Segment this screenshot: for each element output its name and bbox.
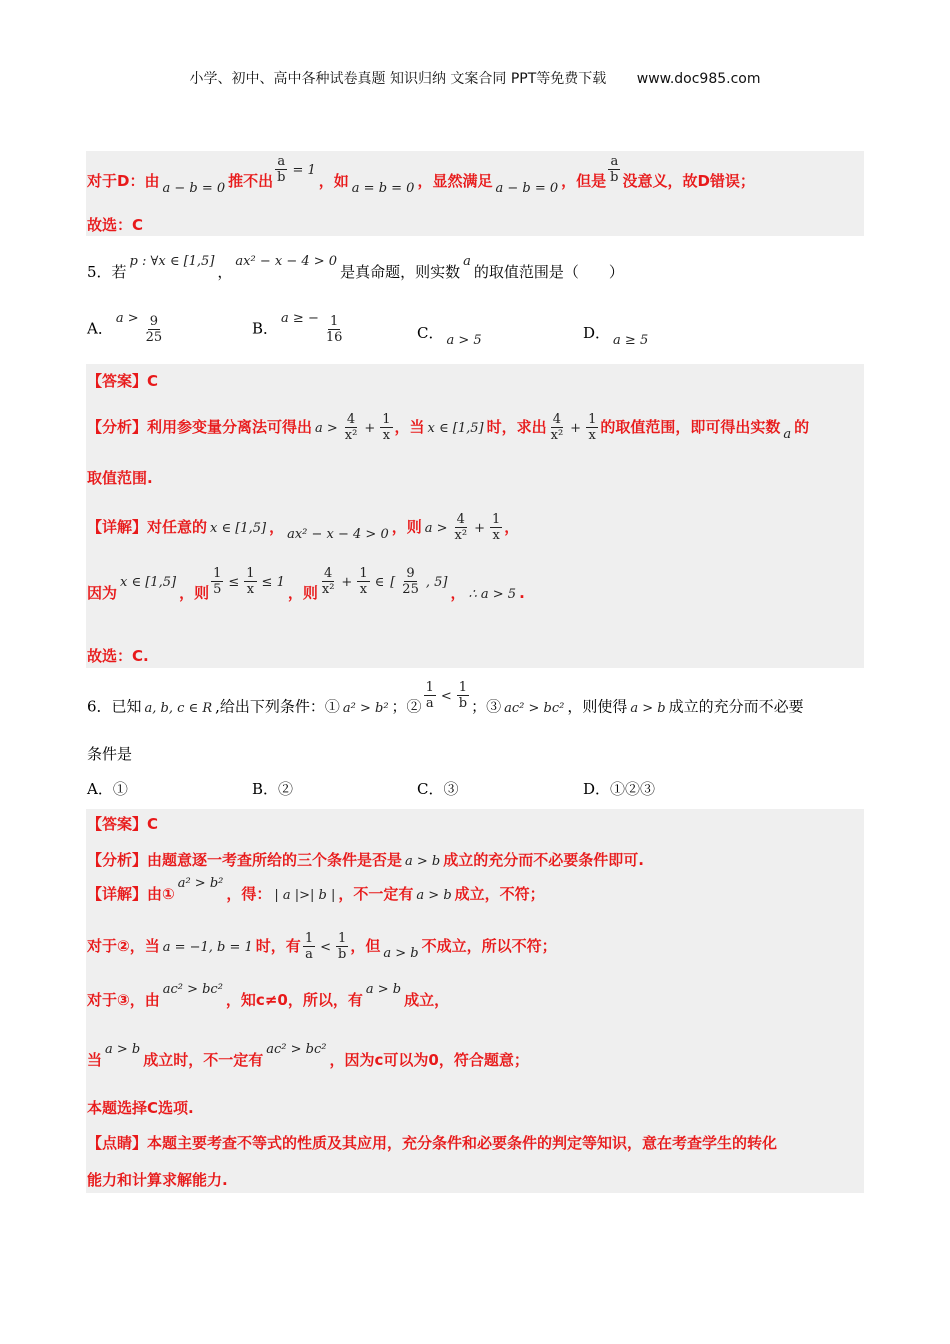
- text-fragment: a ≥ −: [281, 310, 319, 326]
- text-fragment: a >: [315, 421, 338, 436]
- q5-analysis-cont: 取值范围.: [87, 469, 153, 487]
- text-fragment: <: [320, 940, 331, 955]
- text-fragment: 当: [87, 1051, 103, 1069]
- text-fragment: 5．若: [87, 263, 127, 281]
- text-fragment: a: [463, 254, 471, 269]
- fraction: [324, 314, 345, 345]
- text-fragment: 25: [402, 582, 419, 597]
- q5-analysis: [87, 412, 809, 443]
- text-fragment: +: [341, 575, 353, 590]
- text-fragment: ，则使得: [567, 697, 628, 716]
- text-fragment: x²: [550, 428, 564, 443]
- text-fragment: 成立，不符；: [454, 885, 545, 903]
- text-fragment: a ≥ 5: [613, 333, 649, 348]
- text-fragment: ，不一定有: [338, 885, 414, 903]
- text-fragment: 是真命题，则实数: [340, 263, 461, 281]
- text-fragment: 4: [346, 412, 356, 427]
- q6-choice: 本题选择C选项.: [87, 1099, 194, 1117]
- text-fragment: 对于D：由: [87, 172, 160, 190]
- text-fragment: a > b: [105, 1042, 141, 1057]
- text-fragment: D．: [583, 324, 611, 342]
- text-fragment: a >: [424, 521, 448, 536]
- header-site: www.doc985.com: [636, 71, 761, 87]
- text-fragment: 4: [323, 566, 333, 581]
- text-fragment: 不成立，所以不符；: [421, 937, 557, 955]
- text-fragment: ac² > bc²: [504, 700, 565, 716]
- text-fragment: 没意义，故D错误；: [622, 172, 755, 190]
- text-fragment: a² > b²: [342, 700, 389, 716]
- fraction: [608, 154, 620, 185]
- text-fragment: 4: [456, 512, 465, 527]
- q5-choice: 故选：C.: [87, 647, 149, 665]
- q5-option-d: [583, 322, 651, 348]
- text-fragment: 【分析】利用参变量分离法可得出: [87, 418, 313, 436]
- text-fragment: a: [305, 947, 313, 962]
- q5-detail: [87, 512, 519, 543]
- text-fragment: b: [458, 696, 468, 711]
- text-fragment: a > b: [365, 982, 402, 997]
- text-fragment: 25: [145, 330, 163, 345]
- q6-detail-3: [87, 982, 450, 1012]
- text-fragment: ；③: [471, 697, 502, 716]
- text-fragment: ≤ 1: [261, 575, 285, 590]
- text-fragment: x: [588, 428, 596, 443]
- text-fragment: a − b = 0: [162, 181, 226, 196]
- q6-analysis: [87, 850, 644, 872]
- text-fragment: ，则: [179, 584, 210, 602]
- text-fragment: ；②: [391, 697, 422, 716]
- text-fragment: 成立时，不一定有: [143, 1051, 264, 1069]
- q6-comment: 【点睛】本题主要考查不等式的性质及其应用，充分条件和必要条件的判定等知识，意在考查学生的转化: [87, 1134, 778, 1152]
- q6-stem: [87, 680, 804, 723]
- q6-detail: [87, 876, 545, 906]
- text-fragment: ，但是: [561, 172, 607, 190]
- text-fragment: b: [277, 170, 286, 185]
- text-fragment: a² > b²: [177, 876, 224, 891]
- text-fragment: 1: [359, 566, 368, 581]
- text-fragment: ac² > bc²: [162, 982, 223, 997]
- text-fragment: 成立的充分而不必要: [668, 697, 804, 716]
- text-fragment: ，当: [394, 418, 425, 436]
- text-fragment: 5: [213, 582, 222, 597]
- text-fragment: x²: [321, 582, 335, 597]
- text-fragment: +: [364, 421, 376, 436]
- text-fragment: ，知c≠0，所以，有: [225, 991, 363, 1009]
- text-fragment: [: [390, 575, 396, 590]
- text-fragment: ，: [450, 584, 466, 602]
- fraction: [275, 154, 287, 185]
- q5-option-b: [252, 310, 346, 345]
- text-fragment: +: [570, 421, 582, 436]
- fraction: [244, 566, 256, 597]
- text-fragment: 1: [246, 566, 255, 581]
- header-text: 小学、初中、高中各种试卷真题 知识归纳 文案合同 PPT等免费下载: [189, 71, 607, 87]
- text-fragment: 时，有: [255, 937, 301, 955]
- text-fragment: 1: [213, 566, 222, 581]
- fraction: [336, 931, 348, 962]
- fraction: [343, 412, 360, 443]
- text-fragment: +: [474, 521, 485, 536]
- text-fragment: a: [610, 154, 619, 169]
- text-fragment: a − b = 0: [495, 181, 559, 196]
- text-fragment: ∴ a > 5: [468, 587, 517, 602]
- text-fragment: 推不出: [228, 172, 274, 190]
- q6-detail-4: [87, 1042, 529, 1072]
- fraction: [303, 931, 315, 962]
- text-fragment: a > b: [383, 946, 419, 961]
- text-fragment: .: [519, 584, 525, 602]
- q6-stem-cont: 条件是: [87, 745, 133, 763]
- fraction: [457, 680, 469, 711]
- text-fragment: 1: [304, 931, 314, 946]
- text-fragment: a: [277, 154, 286, 169]
- text-fragment: b: [610, 170, 619, 185]
- fraction: [586, 412, 598, 443]
- text-fragment: a > b: [630, 700, 666, 716]
- text-fragment: A．: [87, 319, 113, 338]
- fraction: [400, 566, 421, 597]
- q6-answer: 【答案】C: [87, 815, 159, 833]
- text-fragment: 1: [329, 314, 339, 329]
- text-fragment: a = b = 0: [351, 181, 415, 196]
- text-fragment: 成立，: [404, 991, 450, 1009]
- q6-option-c: C．③: [417, 780, 459, 798]
- text-fragment: x ∈ [1,5]: [210, 521, 267, 536]
- q6-detail-2: [87, 931, 557, 962]
- text-fragment: ax² − x − 4 > 0: [235, 254, 338, 269]
- text-fragment: 4: [552, 412, 562, 427]
- text-fragment: a = −1, b = 1: [162, 940, 253, 955]
- fraction: [549, 412, 566, 443]
- text-fragment: a > b: [416, 888, 452, 903]
- text-fragment: x: [382, 428, 391, 443]
- text-fragment: <: [440, 688, 452, 704]
- text-fragment: ，得：: [226, 885, 272, 903]
- fraction: [380, 412, 392, 443]
- text-fragment: x: [246, 582, 255, 597]
- text-fragment: ，显然满足: [417, 172, 493, 190]
- fraction: [144, 314, 165, 345]
- text-fragment: 的: [794, 418, 810, 436]
- text-fragment: ，因为c可以为0，符合题意；: [329, 1051, 529, 1069]
- text-fragment: ax² − x − 4 > 0: [287, 527, 389, 542]
- text-fragment: x: [359, 582, 368, 597]
- text-fragment: x²: [454, 528, 468, 543]
- text-fragment: a > b: [405, 854, 441, 869]
- fraction: [453, 512, 470, 543]
- text-fragment: 16: [325, 330, 343, 345]
- text-fragment: 对于③，由: [87, 991, 160, 1009]
- fraction: [424, 680, 436, 711]
- text-fragment: ，: [217, 263, 233, 281]
- q6-option-a: A．①: [87, 780, 128, 798]
- text-fragment: ，则: [391, 518, 422, 536]
- page-header: [0, 68, 950, 88]
- text-fragment: 1: [491, 512, 501, 527]
- text-fragment: ，则: [287, 584, 318, 602]
- text-fragment: 【详解】对任意的: [87, 518, 208, 536]
- fraction: [211, 566, 223, 597]
- text-fragment: 因为: [87, 584, 118, 602]
- text-fragment: a: [425, 696, 434, 711]
- text-fragment: ，但: [350, 937, 381, 955]
- text-fragment: , 5]: [425, 575, 448, 590]
- text-fragment: 1: [588, 412, 597, 427]
- text-fragment: 6．已知: [87, 697, 142, 716]
- text-fragment: 的取值范围是（ ）: [473, 263, 624, 281]
- fraction: [357, 566, 369, 597]
- text-fragment: ≤: [228, 575, 240, 590]
- text-fragment: 1: [425, 680, 434, 695]
- fraction: [490, 512, 502, 543]
- text-fragment: 9: [149, 314, 159, 329]
- text-fragment: | a |>| b |: [274, 888, 336, 903]
- text-fragment: B．: [252, 319, 279, 338]
- text-fragment: 1: [382, 412, 391, 427]
- text-fragment: ，: [269, 518, 285, 536]
- text-fragment: a, b, c ∈ R: [144, 700, 213, 716]
- d-option-note: [87, 154, 755, 197]
- q5-answer: 【答案】C: [87, 372, 159, 390]
- q5-detail-2: [87, 566, 525, 609]
- text-fragment: ac² > bc²: [266, 1042, 327, 1057]
- text-fragment: x: [492, 528, 500, 543]
- text-fragment: 【详解】由①: [87, 885, 175, 903]
- text-fragment: C．: [417, 324, 444, 342]
- text-fragment: 对于②，当: [87, 937, 160, 955]
- text-fragment: 【分析】由题意逐一考查所给的三个条件是否是: [87, 851, 403, 869]
- text-fragment: ∈: [374, 575, 385, 590]
- q6-comment-cont: 能力和计算求解能力.: [87, 1171, 228, 1189]
- text-fragment: = 1: [292, 163, 316, 178]
- fraction: [320, 566, 337, 597]
- text-fragment: b: [338, 947, 347, 962]
- text-fragment: x²: [344, 428, 358, 443]
- text-fragment: ,给出下列条件：①: [215, 697, 340, 716]
- text-fragment: ，: [504, 518, 520, 536]
- text-fragment: a: [783, 427, 792, 442]
- text-fragment: a > 5: [446, 333, 482, 348]
- q4-choice: 故选：C: [87, 216, 144, 234]
- text-fragment: p : ∀x ∈ [1,5]: [129, 254, 215, 269]
- text-fragment: 9: [406, 566, 415, 581]
- q6-option-b: B．②: [252, 780, 294, 798]
- text-fragment: x ∈ [1,5]: [120, 575, 177, 590]
- q5-stem: [87, 254, 624, 284]
- q5-option-a: [87, 310, 166, 345]
- text-fragment: 成立的充分而不必要条件即可.: [443, 851, 644, 869]
- text-fragment: 的取值范围，即可得出实数: [600, 418, 781, 436]
- q6-option-d: D．①②③: [583, 780, 656, 798]
- text-fragment: ，如: [318, 172, 349, 190]
- q5-option-c: [417, 322, 485, 348]
- text-fragment: 1: [458, 680, 468, 695]
- text-fragment: x ∈ [1,5]: [427, 421, 484, 436]
- text-fragment: 时，求出: [486, 418, 547, 436]
- text-fragment: 1: [338, 931, 347, 946]
- text-fragment: a >: [115, 310, 139, 326]
